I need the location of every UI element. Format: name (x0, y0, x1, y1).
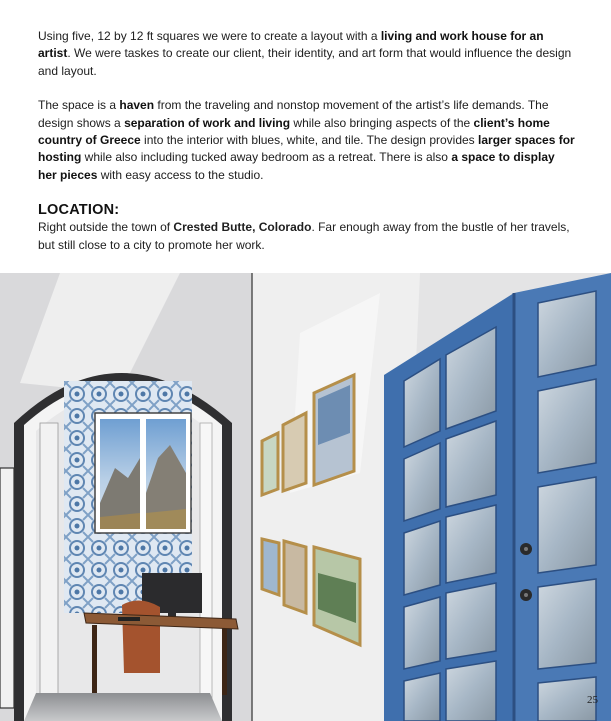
bold-phrase: haven (119, 98, 155, 113)
page-number: 25 (587, 694, 598, 706)
bold-phrase: Crested Butte, Colorado (173, 220, 312, 235)
text-run: Using five, 12 by 12 ft squares we were to create a layout with a (38, 29, 381, 43)
text-run: with easy access to the studio. (97, 167, 264, 182)
text-run: from the traveling and nonstop movement of the artist’s life demands. The design shows a (38, 98, 549, 130)
intro-paragraph-1 (38, 28, 576, 80)
text-block (38, 28, 576, 254)
bold-phrase: larger spaces for hosting (38, 133, 575, 165)
bold-phrase: a space to display her pieces (38, 150, 555, 182)
location-paragraph (38, 219, 576, 254)
bold-phrase: separation of work and living (124, 115, 291, 130)
interior-rendering (0, 273, 611, 721)
intro-paragraph-2 (38, 97, 576, 184)
bold-phrase: living and work house for an artist (38, 29, 544, 61)
text-run: . Far enough away from the bustle of her travels, but still close to a city to promote her work. (38, 220, 570, 252)
text-run: while also bringing aspects of the (290, 115, 474, 130)
location-heading: LOCATION: (38, 202, 120, 219)
text-run: while also including tucked away bedroom as a retreat. There is also (81, 150, 452, 165)
text-run: into the interior with blues, white, and tile. The design provides (140, 133, 479, 148)
text-run: Right outside the town of (38, 220, 174, 235)
text-run: . We were taskes to create our client, their identity, and art form that would influence the design and layout. (38, 46, 572, 78)
text-run: The space is a (38, 98, 120, 113)
bold-phrase: client’s home country of Greece (38, 115, 550, 148)
